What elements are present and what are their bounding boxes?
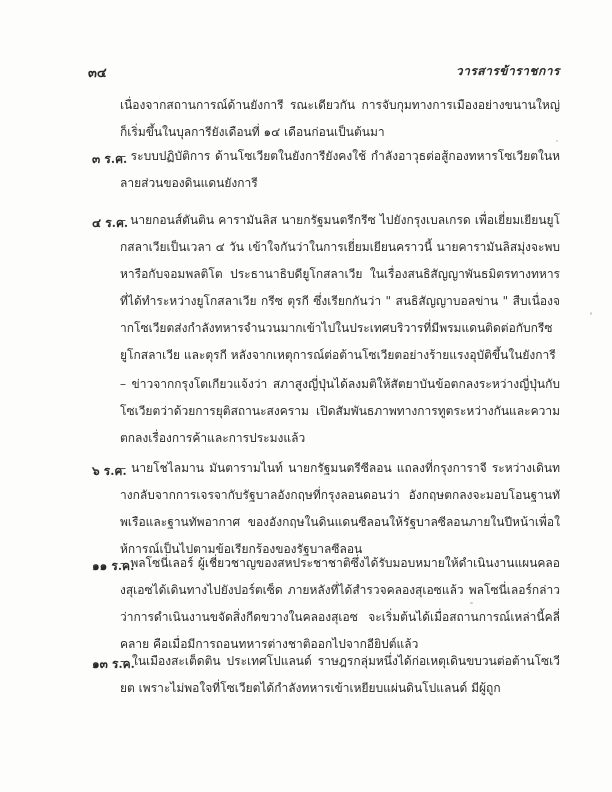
scan-speck [556,140,558,142]
entry-date: ๔ ร.ค. [92,216,129,230]
entry-text: – นายกอนส์ตันติน คารามันลิส นายกรัฐมนตรีกรีซ ไปยังกรุงเบลเกรด เพื่อเยี่ยมเยียนยูโกสลาเวียเป็นเวลา ๔ วัน เข้าใจกันว่าในการเยี่ยมเยียนคราวนี้ นายคารามันลิสมุ่งจะพบหารือกับจอมพลติโต ประธานาธิบดียูโกสลาเวีย ในเรื่องสนธิสัญญาพันธมิตรทางทหารที่ได้ทำระหว่างยูโกสลาเวีย กรีซ ตุรกี ซึ่งเรียกกันว่า " สนธิสัญญาบอลข่าน " สืบเนื่องจากโซเวียตส่งกำลังทหารจำนวนมากเข้าไปในประเทศบริวารที่มีพรมแดนติดต่อกับกรีซ ยูโกสลาเวีย และตุรกี หลังจากเหตุการณ์ต่อต้านโซเวียตอย่างร้ายแรงอุบัติขึ้นในยังการี [120,213,560,362]
entry-text: – พลโซนี่เลอร์ ผู้เชี่ยวชาญของสหประชาชาติซึ่งได้รับมอบหมายให้ดำเนินงานแผนคลองสุเอซได้เดินทางไปยังปอร์ตเซ็ด ภายหลังที่ได้สำรวจคลองสุเอซแล้ว พลโซนี่เลอร์กล่าวว่าการดำเนินงานขจัดสิ่งกีดขวางในคลองสุเอซ จะเริ่มต้นได้เมื่อสถานการณ์เหล่านี้คลี่คลาย คือเมื่อมีการถอนทหารต่างชาติออกไปจากอียิปต์แล้ว [120,556,560,651]
journal-title: วารสารข้าราชการ [455,64,560,78]
entry-text: – นายโชไลมาน มันตารามไนท์ นายกรัฐมนตรีซีลอน แถลงที่กรุงการาจี ระหว่างเดินทางกลับจากการเจรจากับรัฐบาลอังกฤษที่กรุงลอนดอนว่า อังกฤษตกลงจะมอบโอนฐานทัพเรือและฐานทัพอากาศ ของอังกฤษในดินแดนซีลอนให้รัฐบาลซีลอนภายในปีหน้าเพื่อให้การณ์เป็นไปตามข้อเรียกร้องของรัฐบาลซีลอน [120,461,560,556]
scan-speck [590,312,592,315]
entry-text: – ระบบปฏิบัติการ ด้านโซเวียตในยังการียังคงใช้ กำลังอาวุธต่อสู้กองทหารโซเวียตในหลายส่วนของดินแดนยังการี [120,149,560,190]
entry-date: ๑๑ ร.ค. [92,559,135,573]
page-number: ๓๔ [88,66,107,81]
scan-speck [470,602,473,604]
entry-date: ๖ ร.ค. [92,464,127,478]
entry-text: เนื่องจากสถานการณ์ด้านยังการี รณะเดียวกัน การจับกุมทางการเมืองอย่างขนานใหญ่ก็เริ่มขึ้นในบุลการียังเดือนที่ ๑๔ เดือนก่อนเป็นต้นมา [120,98,560,139]
entry-date: ๑๓ ร.ค. [92,657,135,671]
entry-text: – ในเมืองสะเต็ดติน ประเทศโปแลนด์ ราษฎรกลุ่มหนึ่งได้ก่อเหตุเดินขบวนต่อต้านโซเวียต เพราะไม่พอใจที่โซเวียตได้กำลังทหารเข้าเหยียบแผ่นดินโปแลนด์ มีผู้ถูก [120,654,560,695]
entry-text: – ข่าวจากกรุงโตเกียวแจ้งว่า สภาสูงญี่ปุ่นได้ลงมติให้สัตยาบันข้อตกลงระหว่างญี่ปุ่นกับโซเวียตว่าด้วยการยุติสถานะสงคราม เปิดสัมพันธภาพทางการทูตระหว่างกันและความตกลงเรื่องการค้าและการประมงแล้ว [120,377,560,445]
entry-date: ๓ ร.ค. [92,152,128,166]
